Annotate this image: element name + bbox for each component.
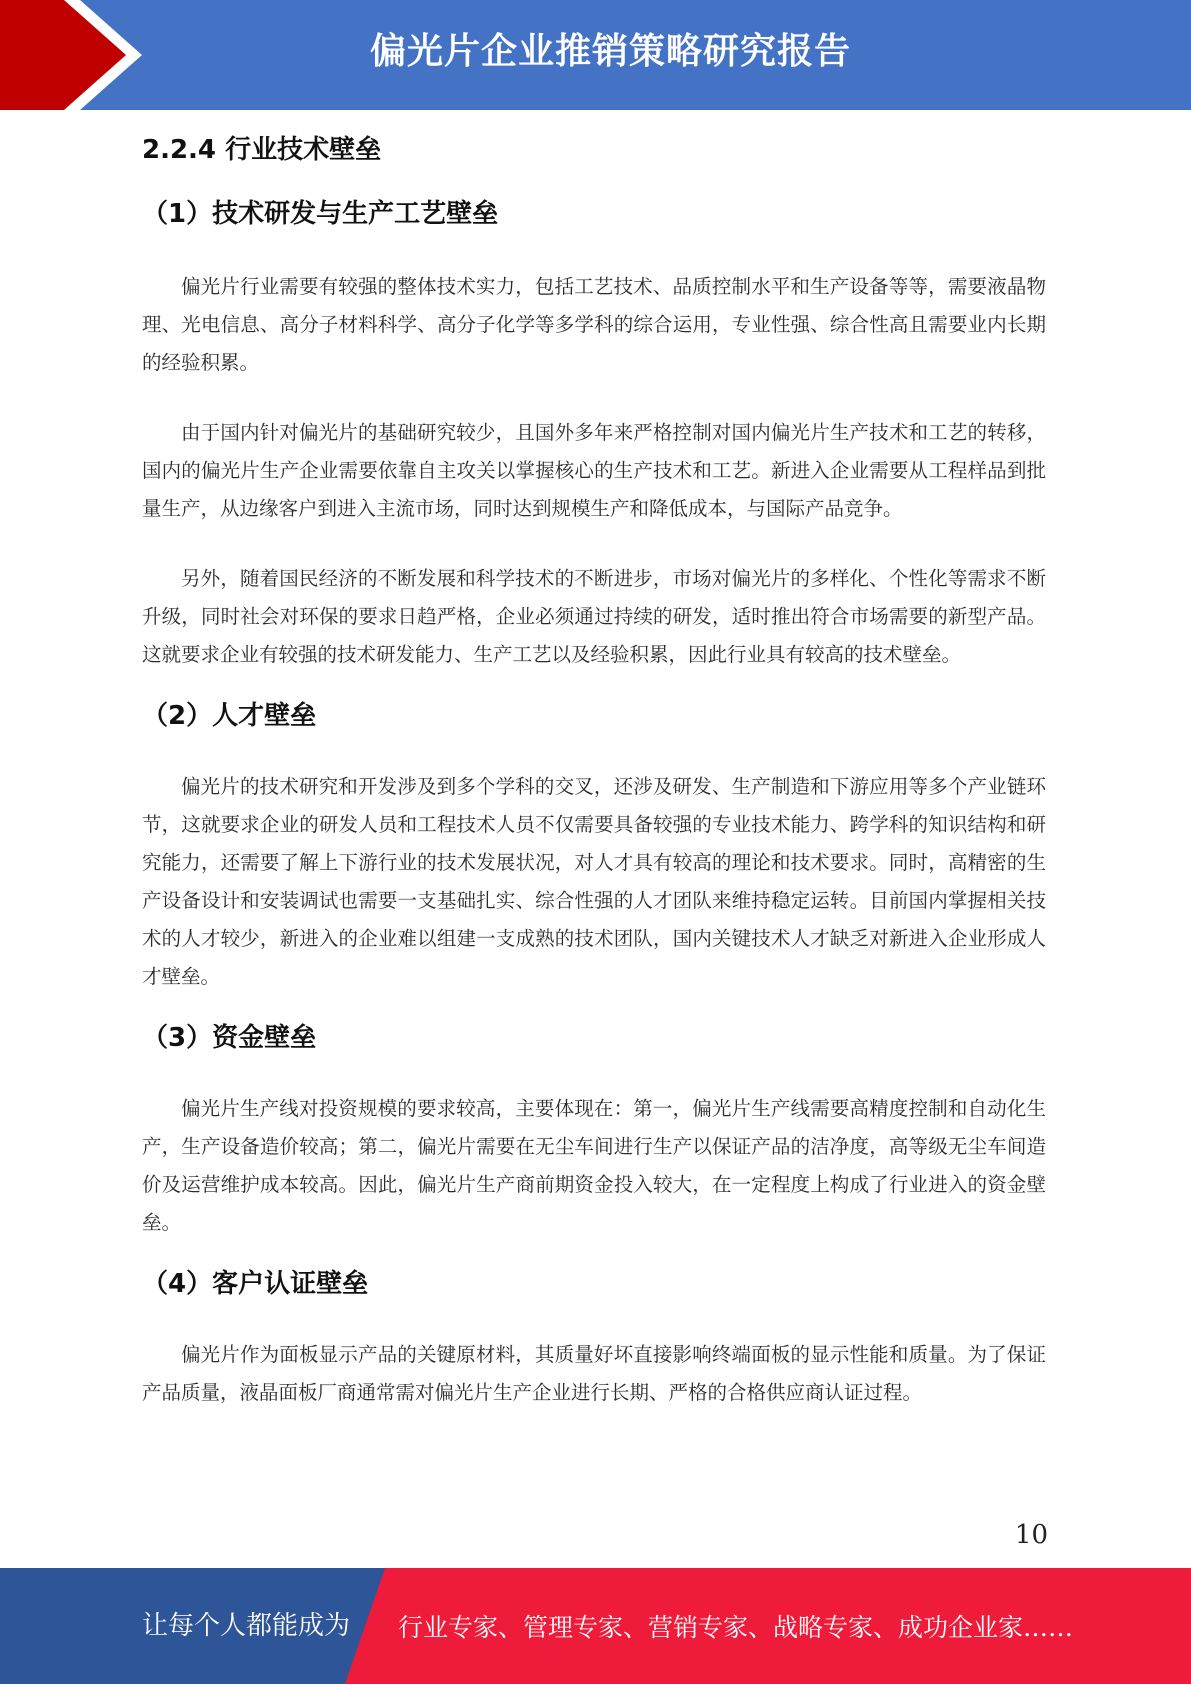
paragraph: 偏光片的技术研究和开发涉及到多个学科的交叉，还涉及研发、生产制造和下游应用等多个产业链环节，这就要求企业的研发人员和工程技术人员不仅需要具备较强的专业技术能力、跨学科的知识结构和研究能力，还需要了解上下游行业的技术发展状况，对人才具有较高的理论和技术要求。同时，高精密的生产设备设计和安装调试也需要一支基础扎实、综合性强的人才团队来维持稳定运转。目前国内掌握相关技术的人才较少，新进入的企业难以组建一支成熟的技术团队，国内关键技术人才缺乏对新进入企业形成人才壁垒。 — [142, 775, 1046, 988]
paragraph: 偏光片作为面板显示产品的关键原材料，其质量好坏直接影响终端面板的显示性能和质量。为了保证产品质量，液晶面板厂商通常需对偏光片生产企业进行长期、严格的合格供应商认证过程。 — [142, 1343, 1046, 1404]
subsection-heading: （4）客户认证壁垒 — [142, 1269, 369, 1299]
subsection-customer-certification — [142, 1264, 1046, 1412]
subsection-heading: （1）技术研发与生产工艺壁垒 — [142, 199, 499, 229]
document-body — [142, 116, 1046, 1412]
page-number: 10 — [1014, 1520, 1048, 1550]
subsection-capital — [142, 1018, 1046, 1242]
footer-slogan-left: 让每个人都能成为 — [142, 1611, 351, 1641]
paragraph: 由于国内针对偏光片的基础研究较少，且国外多年来严格控制对国内偏光片生产技术和工艺的转移，国内的偏光片生产企业需要依靠自主攻关以掌握核心的生产技术和工艺。新进入企业需要从工程样品到批量生产，从边缘客户到进入主流市场，同时达到规模生产和降低成本，与国际产品竞争。 — [142, 421, 1046, 520]
paragraph: 偏光片行业需要有较强的整体技术实力，包括工艺技术、品质控制水平和生产设备等等，需要液晶物理、光电信息、高分子材料科学、高分子化学等多学科的综合运用，专业性强、综合性高且需要业内长期的经验积累。 — [142, 275, 1046, 374]
footer-slogan-right: 行业专家、管理专家、营销专家、战略专家、成功企业家…… — [398, 1613, 1074, 1642]
header-banner — [0, 0, 1191, 110]
subsection-heading: （2）人才壁垒 — [142, 701, 317, 731]
subsection-tech-rd — [142, 194, 1046, 674]
paragraph: 另外，随着国民经济的不断发展和科学技术的不断进步，市场对偏光片的多样化、个性化等需求不断升级，同时社会对环保的要求日趋严格，企业必须通过持续的研发，适时推出符合市场需要的新型产品。这就要求企业有较强的技术研发能力、生产工艺以及经验积累，因此行业具有较高的技术壁垒。 — [142, 567, 1046, 666]
footer-banner — [0, 1568, 1191, 1684]
report-title: 偏光片企业推销策略研究报告 — [369, 31, 851, 72]
subsection-heading: （3）资金壁垒 — [142, 1023, 317, 1053]
paragraph: 偏光片生产线对投资规模的要求较高，主要体现在：第一，偏光片生产线需要高精度控制和自动化生产，生产设备造价较高；第二，偏光片需要在无尘车间进行生产以保证产品的洁净度，高等级无尘车间造价及运营维护成本较高。因此，偏光片生产商前期资金投入较大，在一定程度上构成了行业进入的资金壁垒。 — [142, 1097, 1046, 1234]
subsection-talent — [142, 696, 1046, 996]
section-title: 2.2.4 行业技术壁垒 — [142, 135, 382, 165]
